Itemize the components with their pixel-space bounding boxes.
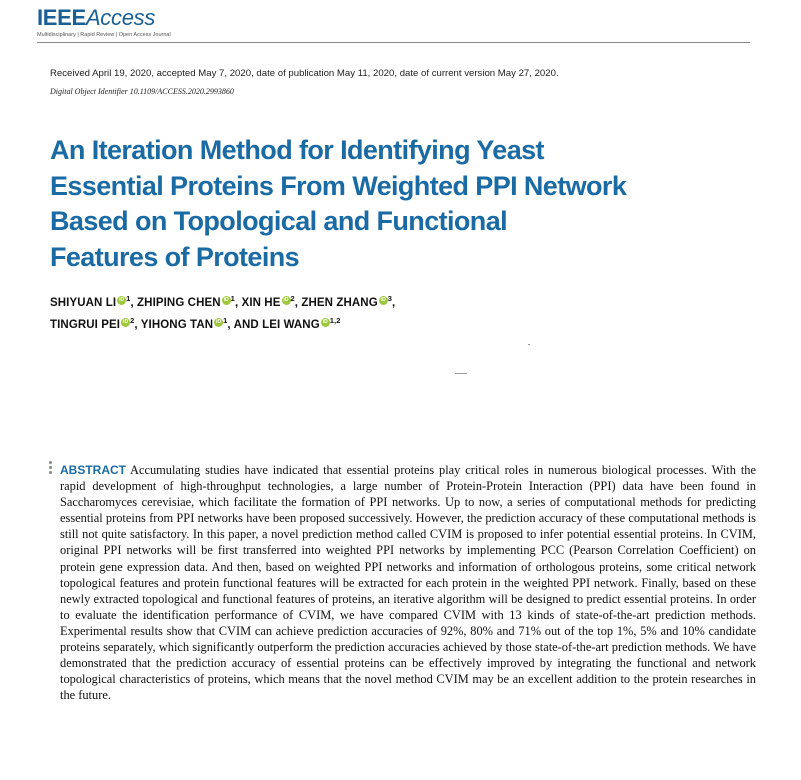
- author-name: ZHEN ZHANG: [301, 296, 378, 309]
- author-line: [50, 290, 750, 312]
- author-separator: ,: [130, 296, 138, 309]
- author-line: [50, 312, 750, 334]
- title-line: An Iteration Method for Identifying Yeast: [50, 135, 544, 165]
- orcid-icon[interactable]: iD: [119, 297, 125, 303]
- journal-logo: [37, 6, 171, 38]
- author-separator: ,: [227, 318, 234, 331]
- doi-line: Digital Object Identifier 10.1109/ACCESS.2020.2993860: [50, 87, 234, 96]
- author-affiliation: 1: [223, 315, 228, 325]
- scan-speck: [528, 344, 530, 345]
- author-affiliation: 1,2: [329, 315, 341, 325]
- author-affiliation: 2: [130, 315, 135, 325]
- author-name: TINGRUI PEI: [50, 318, 121, 331]
- title-line: Based on Topological and Functional: [50, 206, 508, 236]
- sidebar-marker-icon: [49, 461, 52, 476]
- orcid-icon[interactable]: iD: [322, 318, 328, 325]
- orcid-icon[interactable]: iD: [216, 318, 222, 325]
- author-separator: ,: [294, 296, 302, 309]
- orcid-icon[interactable]: iD: [223, 297, 229, 303]
- title-line: Essential Proteins From Weighted PPI Network: [50, 170, 627, 201]
- author-separator: ,: [134, 318, 141, 331]
- orcid-icon[interactable]: iD: [283, 297, 289, 303]
- journal-name: IEEEAccess: [37, 5, 156, 30]
- author-name: AND LEI WANG: [233, 318, 320, 331]
- author-name: YIHONG TAN: [140, 318, 214, 331]
- author-separator: ,: [392, 296, 396, 309]
- author-name: XIN HE: [241, 296, 281, 309]
- journal-tagline: Multidisciplinary | Rapid Review | Open Access Journal: [37, 32, 171, 38]
- author-affiliation: 1: [230, 294, 235, 303]
- received-dates: Received April 19, 2020, accepted May 7, 2020, date of publication May 11, 2020, date of current version May 27, 2020.: [50, 68, 559, 79]
- scan-speck: [455, 373, 467, 374]
- author-name: ZHIPING CHEN: [137, 296, 221, 309]
- abstract-heading: ABSTRACT: [60, 463, 126, 477]
- title-line: Features of Proteins: [50, 241, 300, 272]
- orcid-icon[interactable]: iD: [123, 318, 129, 325]
- author-list: [50, 290, 750, 334]
- abstract-text: Accumulating studies have indicated that essential proteins play critical roles in numerous biological processes. With the rapid development of high-throughput technologies, a large number of Protein-Protein Interaction (PPI) data have been found in Saccharomyces cerevisiae, which facilitate the formation of PPI networks. Up to now, a series of computational methods for predicting essential proteins from PPI networks have been proposed successively. However, the prediction accuracy of these computational methods is still not quite satisfactory. In this paper, a novel prediction method called CVIM is proposed to infer potential essential proteins. In CVIM, original PPI networks will be first transferred into weighted PPI networks by implementing PCC (Pearson Correlation Coefficient) on protein gene expression data. And then, based on weighted PPI networks and information of orthologous proteins, some critical network topological features and protein functional features will be extracted for each protein in the weighted PPI network. Finally, based on these newly extracted topological and functional features of proteins, an iterative algorithm will be designed to predict essential proteins. In order to evaluate the identification performance of CVIM, we have compared CVIM with 13 kinds of state-of-the-art prediction methods. Experimental results show that CVIM can achieve prediction accuracies of 92%, 80% and 71% out of the top 1%, 5% and 10% candidate proteins separately, which significantly outperform the prediction accuracies achieved by those state-of-the-art prediction methods. We have demonstrated that the prediction accuracy of essential proteins can be effectively improved by integrating the functional and network topological characteristics of proteins, which means that the novel method CVIM may be an excellent addition to the protein researches in the future.: [60, 463, 756, 703]
- orcid-icon[interactable]: iD: [380, 297, 386, 303]
- author-affiliation: 2: [290, 294, 295, 303]
- abstract: [60, 462, 756, 703]
- header-rule: [37, 42, 750, 43]
- author-separator: ,: [234, 296, 242, 309]
- author-affiliation: 3: [387, 294, 393, 303]
- paper-title: [50, 133, 670, 275]
- author-name: SHIYUAN LI: [50, 296, 117, 309]
- author-affiliation: 1: [126, 294, 131, 303]
